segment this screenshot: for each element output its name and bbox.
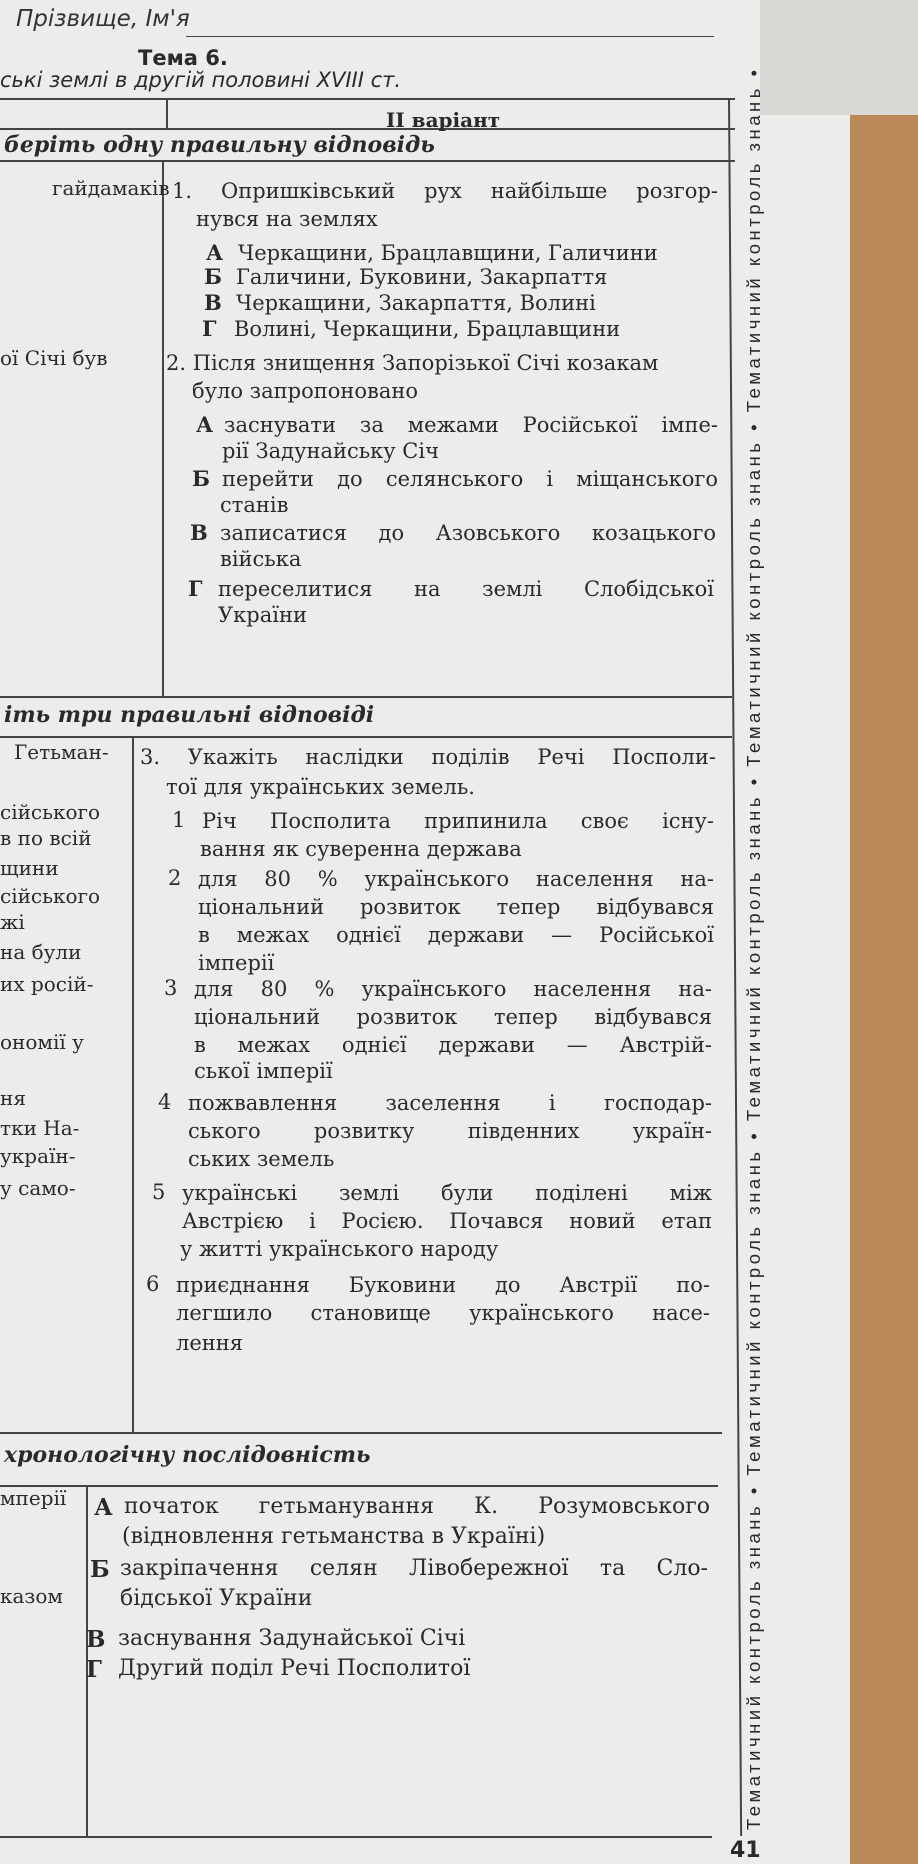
- left-fragment: жі: [0, 910, 25, 934]
- section1-title: беріть одну правильну відповідь: [4, 132, 435, 158]
- question3-option: у житті українського народу: [180, 1237, 499, 1261]
- option-label: 1: [172, 808, 186, 832]
- question2-option: рії Задунайську Січ: [222, 439, 439, 463]
- left-fragment: мперії: [0, 1486, 67, 1510]
- question2-text: було запропоновано: [192, 379, 418, 403]
- left-fragment: тки На-: [0, 1116, 80, 1140]
- variant-header: II варіант: [386, 108, 501, 132]
- left-fragment: в по всій: [0, 826, 92, 850]
- left-fragment: сійського: [0, 884, 101, 908]
- left-fragment: щини: [0, 856, 59, 880]
- question1-option: Галичини, Буковини, Закарпаття: [236, 265, 608, 289]
- left-fragment: сійського: [0, 800, 101, 824]
- question4-option: Другий поділ Речі Посполитої: [118, 1656, 471, 1681]
- name-label: Прізвище, Ім'я: [16, 6, 190, 32]
- left-fragment: ня: [0, 1086, 26, 1110]
- option-label: Г: [188, 576, 203, 601]
- option-label: 6: [146, 1272, 160, 1296]
- left-fragment: у само-: [0, 1176, 76, 1200]
- section1-header-top: [0, 128, 735, 130]
- question4-option: бідської України: [120, 1586, 313, 1611]
- table-top-border: [0, 98, 735, 100]
- question2-option: війська: [220, 547, 302, 571]
- option-label: 2: [168, 866, 182, 890]
- question1-option: Черкащини, Закарпаття, Волині: [236, 291, 596, 315]
- question1-text: нувся на землях: [196, 207, 378, 231]
- section3-header-bottom: [0, 1485, 718, 1487]
- question3-option: легшило становище українського насе-: [176, 1301, 710, 1325]
- table-bottom-border: [0, 1836, 712, 1838]
- left-fragment: україн-: [0, 1144, 76, 1168]
- question4-option: закріпачення селян Лівобережної та Сло-: [120, 1556, 708, 1581]
- section1-header-bottom: [0, 160, 735, 162]
- option-label: Б: [204, 264, 222, 289]
- sidebar-vertical-text: [730, 40, 770, 1840]
- left-fragment: их росій-: [0, 972, 94, 996]
- question3-option: в межах однієї держави — Австрій-: [194, 1033, 712, 1057]
- option-label: А: [94, 1494, 113, 1521]
- question3-option: для 80 % українського населення на-: [198, 867, 714, 891]
- option-label: В: [204, 290, 222, 315]
- option-label: А: [196, 412, 214, 437]
- option-label: 4: [158, 1090, 172, 1114]
- question2-option: перейти до селянського і міщанського: [222, 467, 718, 491]
- left-fragment: Гетьман-: [14, 740, 109, 764]
- question3-option: лення: [176, 1331, 244, 1355]
- option-label: Б: [192, 466, 210, 491]
- option-label: 5: [152, 1180, 166, 1204]
- question3-option: вання як суверенна держава: [200, 837, 522, 861]
- left-fragment: ої Січі був: [0, 346, 108, 370]
- question2-option: заснувати за межами Російської імпе-: [224, 413, 718, 437]
- question2-option: України: [218, 603, 307, 627]
- question1-option: Волині, Черкащини, Брацлавщини: [234, 317, 621, 341]
- question3-option: Австрією і Росією. Почався новий етап: [182, 1209, 712, 1233]
- question3-option: ської імперії: [194, 1059, 333, 1083]
- left-fragment: казом: [0, 1584, 63, 1608]
- question3-text: 3. Укажіть наслідки поділів Речі Посполи-: [140, 745, 716, 769]
- option-label: А: [206, 240, 224, 265]
- question3-option: в межах однієї держави — Російської: [198, 923, 714, 947]
- section1-column-divider: [166, 98, 168, 128]
- left-fragment: на були: [0, 940, 82, 964]
- question2-text: 2. Після знищення Запорізької Січі козакам: [166, 351, 659, 375]
- question3-option: ціональний розвиток тепер відбувався: [198, 895, 714, 919]
- question1-text: 1. Опришківський рух найбільше розгор-: [172, 179, 718, 203]
- option-label: Г: [86, 1656, 102, 1683]
- left-fragment: гайдамаків: [52, 176, 170, 200]
- topic-title: Тема 6.: [138, 46, 228, 70]
- name-underline: [186, 36, 714, 37]
- section3-header-top: [0, 1432, 722, 1434]
- section3-title: хронологічну послідовність: [4, 1442, 371, 1468]
- section1-column-divider-body: [162, 160, 164, 696]
- question3-option: Річ Посполита припинила своє існу-: [202, 809, 714, 833]
- question3-option: імперії: [198, 951, 275, 975]
- question3-option: для 80 % українського населення на-: [194, 977, 712, 1001]
- question3-option: ського розвитку південних україн-: [188, 1119, 712, 1143]
- adjacent-sheet-corner: [760, 0, 918, 115]
- section2-title: іть три правильні відповіді: [4, 702, 375, 728]
- sidebar-text: Тематичний контроль знань • Тематичний контроль знань • Тематичний контроль знань • Тематичний контроль знань • Тематичний контроль знань •: [743, 69, 764, 1830]
- option-label: Г: [202, 316, 217, 341]
- section2-column-divider: [132, 736, 134, 1432]
- question4-option: (відновлення гетьманства в Україні): [122, 1524, 546, 1549]
- option-label: Б: [90, 1556, 110, 1583]
- option-label: В: [190, 520, 208, 545]
- question3-text: тої для українських земель.: [166, 775, 475, 799]
- question3-option: українські землі були поділені між: [182, 1181, 712, 1205]
- page-number: 41: [730, 1838, 761, 1863]
- question3-option: приєднання Буковини до Австрії по-: [176, 1273, 710, 1297]
- question4-option: заснування Задунайської Січі: [118, 1626, 466, 1651]
- question1-option: Черкащини, Брацлавщини, Галичини: [238, 241, 658, 265]
- left-fragment: ономії у: [0, 1030, 84, 1054]
- question3-option: ціональний розвиток тепер відбувався: [194, 1005, 712, 1029]
- question2-option: записатися до Азовського козацького: [220, 521, 716, 545]
- section2-header-bottom: [0, 736, 732, 738]
- question3-option: ських земель: [188, 1147, 335, 1171]
- topic-subtitle: ські землі в другій половині XVIII ст.: [0, 68, 402, 92]
- question2-option: станів: [220, 493, 289, 517]
- question4-option: початок гетьманування К. Розумовського: [124, 1494, 710, 1519]
- question3-option: пожвавлення заселення і господар-: [188, 1091, 712, 1115]
- option-label: 3: [164, 976, 178, 1000]
- option-label: В: [86, 1626, 106, 1653]
- section2-header-top: [0, 696, 732, 698]
- question2-option: переселитися на землі Слобідської: [218, 577, 714, 601]
